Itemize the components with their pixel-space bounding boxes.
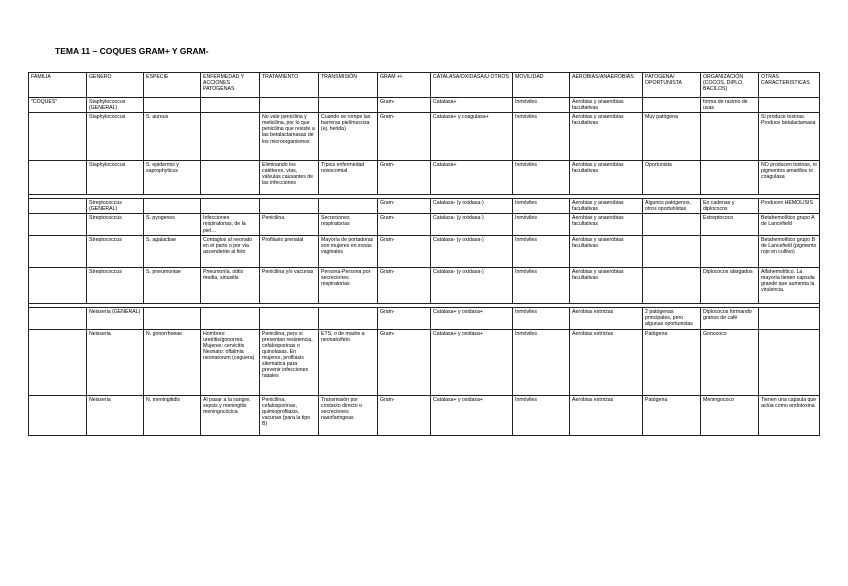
- table-cell: Penicilina y/o vacunas: [260, 267, 319, 303]
- table-cell: Inmóviles: [513, 267, 570, 303]
- column-header: TRATAMIENTO: [260, 73, 319, 98]
- table-cell: S. pneumoniae: [144, 267, 201, 303]
- table-cell: [144, 98, 201, 113]
- table-row: [29, 235, 820, 267]
- table-cell: S. agalactiae: [144, 235, 201, 267]
- table-cell: Betahemolítico grupo B de Lancefield (pigmento rojo en cultivo): [759, 235, 820, 267]
- table-cell: Oportunista: [643, 161, 701, 195]
- table-row: [29, 214, 820, 235]
- table-cell: [701, 113, 759, 161]
- table-cell: [144, 199, 201, 214]
- table-cell: Diplococos formando granos de café: [701, 307, 759, 329]
- table-cell: Aerobias estrictas: [570, 329, 643, 395]
- table-cell: Gram-: [378, 307, 431, 329]
- table-cell: Inmóviles: [513, 214, 570, 235]
- table-cell: [29, 161, 87, 195]
- table-cell: Gram-: [378, 98, 431, 113]
- table-cell: [144, 307, 201, 329]
- table-cell: Streptococcus: [87, 267, 144, 303]
- table-cell: Profilaxis prenatal: [260, 235, 319, 267]
- table-cell: [643, 235, 701, 267]
- table-cell: Cuando se rompe las barreras piel/mucosa (ej. herida): [319, 113, 378, 161]
- table-cell: S. aureus: [144, 113, 201, 161]
- table-cell: Neisseria (GENERAL): [87, 307, 144, 329]
- table-cell: [260, 98, 319, 113]
- table-cell: Streptococcus: [87, 214, 144, 235]
- table-cell: Gram-: [378, 329, 431, 395]
- table-cell: Aerobias estrictas: [570, 395, 643, 435]
- table-cell: Aerobias y anaerobias facultativas: [570, 235, 643, 267]
- table-cell: [701, 235, 759, 267]
- table-cell: Gram-: [378, 214, 431, 235]
- table-cell: Inmóviles: [513, 98, 570, 113]
- table-cell: 2 patógenas principales, pero algunas oportunistas: [643, 307, 701, 329]
- table-cell: Aerobias y anaerobias facultativas: [570, 199, 643, 214]
- table-cell: [201, 307, 260, 329]
- table-cell: [643, 214, 701, 235]
- table-cell: [260, 307, 319, 329]
- table-cell: Contagios al neonato en el parto o por via ascendente al feto: [201, 235, 260, 267]
- column-header: TRANSMISIÓN: [319, 73, 378, 98]
- table-cell: N. gonorrhoeae: [144, 329, 201, 395]
- table-row: [29, 307, 820, 329]
- table-cell: Secreciones respiratorias: [319, 214, 378, 235]
- table-cell: [643, 267, 701, 303]
- table-cell: Patógena: [643, 395, 701, 435]
- table-cell: Persona-Persona por secreciones respiratorias: [319, 267, 378, 303]
- table-cell: [759, 307, 820, 329]
- table-cell: Producen HEMOLISIS: [759, 199, 820, 214]
- table-cell: Diplococos alargados: [701, 267, 759, 303]
- table-cell: Meningococo: [701, 395, 759, 435]
- table-cell: [759, 98, 820, 113]
- table-cell: Estreptococo: [701, 214, 759, 235]
- table-cell: Inmóviles: [513, 395, 570, 435]
- table-cell: [201, 161, 260, 195]
- column-header: GENERO: [87, 73, 144, 98]
- table-cell: Gram-: [378, 395, 431, 435]
- table-cell: NO producen toxinas, ni pigmentos amarillos ni coagulasa: [759, 161, 820, 195]
- page-title: TEMA 11 – COQUES GRAM+ Y GRAM-: [55, 46, 209, 56]
- table-cell: [201, 113, 260, 161]
- table-row: [29, 199, 820, 214]
- table-cell: [29, 307, 87, 329]
- header-row: [29, 73, 820, 98]
- table-cell: Streptococcus (GENERAL): [87, 199, 144, 214]
- column-header: FAMILIA: [29, 73, 87, 98]
- table-cell: Mayoría de portadoras son mujeres en zonas vaginales: [319, 235, 378, 267]
- column-header: PATOGENA/ OPORTUNISTA: [643, 73, 701, 98]
- table-row: [29, 98, 820, 113]
- table-cell: S. pyogenes: [144, 214, 201, 235]
- table-cell: Gram-: [378, 267, 431, 303]
- column-header: ESPECIE: [144, 73, 201, 98]
- table-cell: En cadenas y diplococos: [701, 199, 759, 214]
- table-cell: Gram-: [378, 113, 431, 161]
- table-cell: Staphylococcus: [87, 161, 144, 195]
- table-cell: Aerobias y anaerobias facultativas: [570, 267, 643, 303]
- table-cell: Patógena: [643, 329, 701, 395]
- table-cell: Penicilina, pero si presentan resistencia, cefalosporinas o quinolasas. En mujeres, profilaxis sitematica para prevenir infecciones natales: [260, 329, 319, 395]
- table-cell: [260, 199, 319, 214]
- table-cell: Inmóviles: [513, 329, 570, 395]
- table-cell: Streptococcus: [87, 235, 144, 267]
- table-cell: Infecciones respiratorias, de la piel…: [201, 214, 260, 235]
- table-cell: Catalasa+: [431, 161, 513, 195]
- column-header: OTRAS CARACTERISTICAS: [759, 73, 820, 98]
- table-cell: Aerobias y anaerobias facultativas: [570, 113, 643, 161]
- table-cell: Algunos patógenos, otros oportunistas: [643, 199, 701, 214]
- table-cell: [319, 98, 378, 113]
- table-cell: [29, 214, 87, 235]
- table-cell: forma de racimo de uvas: [701, 98, 759, 113]
- table-cell: Alfahemolítico. La mayoría tienen capsula grande que aumenta la virulencia.: [759, 267, 820, 303]
- table-cell: No vale penicilina y meticilina, por lo que penicilina que resiste a las betalactamasas de los microorganismos: [260, 113, 319, 161]
- table-row: [29, 113, 820, 161]
- table-cell: Inmóviles: [513, 235, 570, 267]
- table-cell: Penicilina, cefalosporinas, quimioprofilaxis, vacunas (para la tipo B): [260, 395, 319, 435]
- table-cell: [29, 267, 87, 303]
- table-cell: Si produce toxinas. Produce betalactamasa: [759, 113, 820, 161]
- table-cell: Muy patógena: [643, 113, 701, 161]
- table-cell: [29, 235, 87, 267]
- table-row: [29, 267, 820, 303]
- table-cell: Tienen una capsula que actúa como endotoxina: [759, 395, 820, 435]
- table-cell: Inmóviles: [513, 199, 570, 214]
- table-cell: Staphylococcus: [87, 113, 144, 161]
- table-cell: Inmóviles: [513, 161, 570, 195]
- table-cell: Betahemolítico grupo A de Lancefield: [759, 214, 820, 235]
- table-cell: Típica enfermedad nosocomial: [319, 161, 378, 195]
- table-cell: Catalasa+ y oxidasa+: [431, 395, 513, 435]
- table-cell: [759, 329, 820, 395]
- table-cell: Gonococo: [701, 329, 759, 395]
- column-header: GRAM +/-: [378, 73, 431, 98]
- table-cell: [701, 161, 759, 195]
- table-cell: [29, 113, 87, 161]
- table-cell: Gram-: [378, 199, 431, 214]
- table-row: [29, 161, 820, 195]
- table-cell: Aerobias y anaerobias facultativas: [570, 98, 643, 113]
- table-cell: Penicilina: [260, 214, 319, 235]
- table-cell: [201, 98, 260, 113]
- column-header: ENFERMEDAD Y ACCIONES PATOGENAS: [201, 73, 260, 98]
- table-cell: Catalasa+ y coagulasa+: [431, 113, 513, 161]
- table-cell: Gram-: [378, 235, 431, 267]
- table-cell: Aerobias estrictas: [570, 307, 643, 329]
- table-cell: Catalasa- (y oxidasa-): [431, 214, 513, 235]
- table-cell: Catalasa+: [431, 98, 513, 113]
- table-cell: Staphylococcus (GENERAL): [87, 98, 144, 113]
- table-cell: N. meningitidis: [144, 395, 201, 435]
- column-header: MOVILIDAD: [513, 73, 570, 98]
- table-cell: Catalasa+ y oxidasa+: [431, 329, 513, 395]
- table-cell: Al pasar a la sangre, sepsis y meningitis meningocócica: [201, 395, 260, 435]
- table-row: [29, 395, 820, 435]
- table-cell: Catalasa- (y oxidasa-): [431, 199, 513, 214]
- column-header: AEROBIAS/ANAEROBIAS: [570, 73, 643, 98]
- table-cell: Hombres: uretritis/gonorrea. Mujeres: cervicitis Neonato: oftalmia neonatorum (ceguera): [201, 329, 260, 395]
- table-cell: [29, 329, 87, 395]
- table-cell: [319, 199, 378, 214]
- bacteria-table: [28, 72, 820, 436]
- table-cell: Neisseria: [87, 395, 144, 435]
- table-cell: Aerobias y anaerobias facultativas: [570, 161, 643, 195]
- table-cell: [29, 199, 87, 214]
- table-cell: [29, 395, 87, 435]
- table-cell: Pneumonía, otitis media, sinusitis: [201, 267, 260, 303]
- table-cell: [319, 307, 378, 329]
- table-cell: "COQUES": [29, 98, 87, 113]
- table-cell: Catalasa- (y oxidasa-): [431, 267, 513, 303]
- table-cell: Inmóviles: [513, 113, 570, 161]
- table-cell: Aerobias y anaerobias facultativas: [570, 214, 643, 235]
- table-cell: Eliminando los catéteres, vías, válvulas causantes de las infecciones: [260, 161, 319, 195]
- table-cell: Neisseria: [87, 329, 144, 395]
- table-cell: Inmóviles: [513, 307, 570, 329]
- table-cell: S. epidermis y saprophyticus: [144, 161, 201, 195]
- table-cell: [201, 199, 260, 214]
- table-body: [29, 98, 820, 436]
- table-row: [29, 329, 820, 395]
- table-cell: Transmisión por contacto directo o secreciones nasofaringeas: [319, 395, 378, 435]
- column-header: CATALASA/OXIDASA/U OTROS: [431, 73, 513, 98]
- table-cell: Gram-: [378, 161, 431, 195]
- table-cell: Catalasa- (y oxidasa-): [431, 235, 513, 267]
- column-header: ORGANIZACIÓN (COCOS, DIPLO, BACILOS): [701, 73, 759, 98]
- table-cell: Catalasa+ y oxidasa+: [431, 307, 513, 329]
- table-cell: ETS, o de madre a neonato/feto: [319, 329, 378, 395]
- table-cell: [643, 98, 701, 113]
